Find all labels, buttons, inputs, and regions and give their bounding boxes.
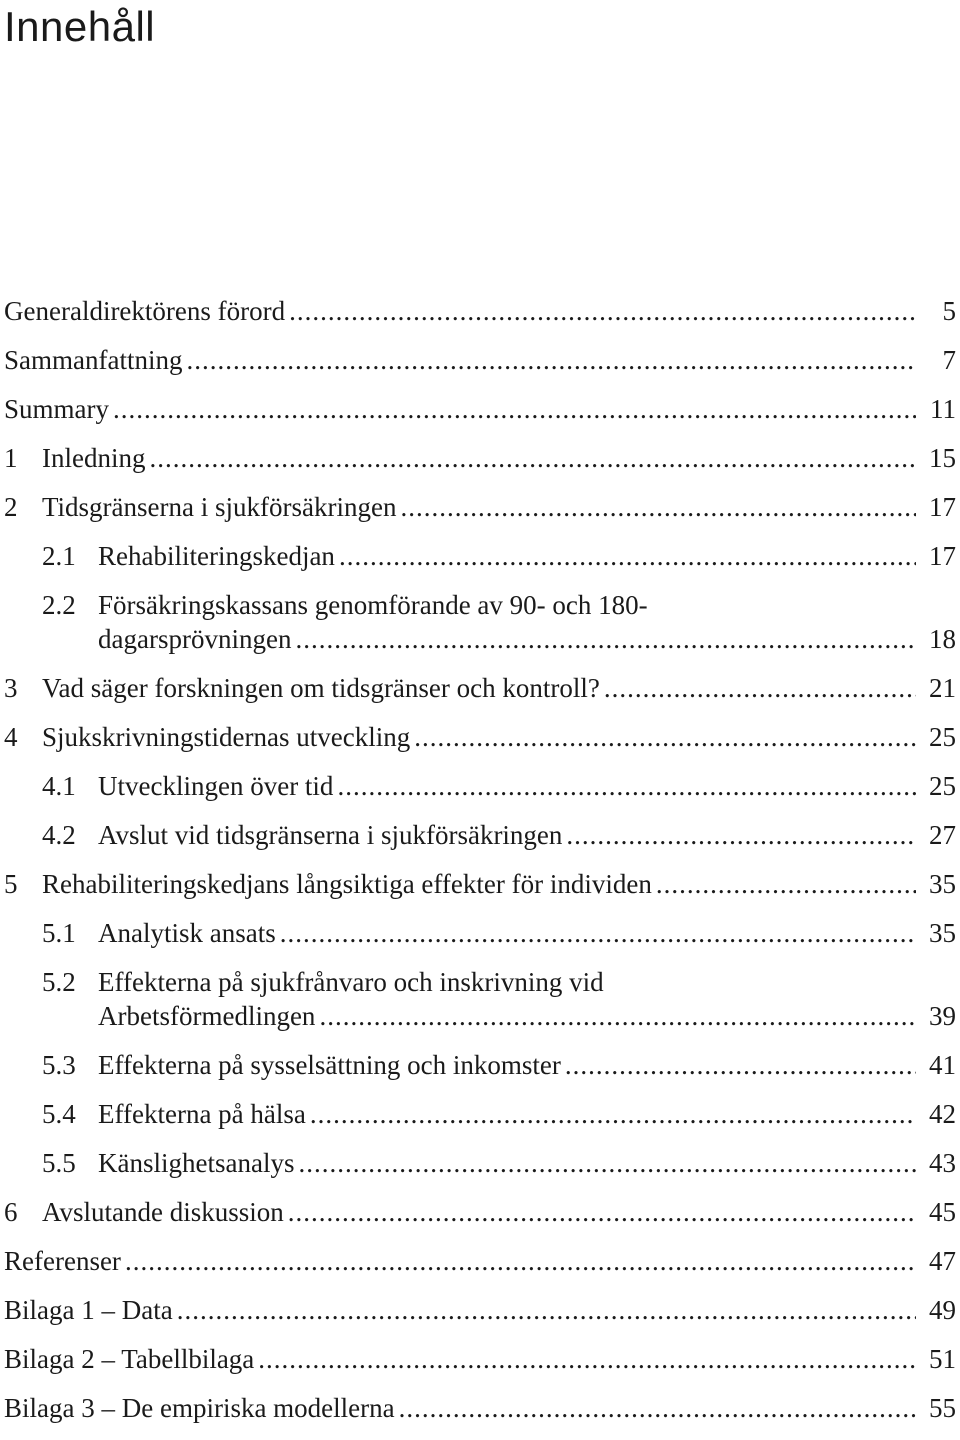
toc-leader-dots <box>656 867 916 901</box>
toc-page-number: 35 <box>929 918 956 948</box>
toc-section-number: 5.3 <box>42 1050 76 1080</box>
toc-entry[interactable] <box>4 343 956 377</box>
toc-entry-text: Vad säger forskningen om tidsgränser och kontroll? <box>42 673 600 703</box>
toc-entry-text-continued: dagarsprövningen <box>98 624 292 654</box>
toc-entry-text: Sjukskrivningstidernas utveckling <box>42 722 411 752</box>
toc-section-number: 5.5 <box>42 1148 76 1178</box>
toc-entry[interactable] <box>4 1097 956 1131</box>
toc-page-number: 5 <box>942 296 956 326</box>
toc-entry-text: Effekterna på hälsa <box>98 1099 306 1129</box>
toc-entry[interactable] <box>4 441 956 475</box>
toc-entry[interactable] <box>4 818 956 852</box>
toc-leader-dots <box>565 1048 916 1082</box>
toc-entry-text: Generaldirektörens förord <box>4 296 286 326</box>
toc-leader-dots <box>400 490 916 524</box>
toc-entry-text: Referenser <box>4 1246 121 1276</box>
toc-section-number: 4.1 <box>42 771 76 801</box>
toc-section-number: 5 <box>4 869 18 899</box>
toc-page-number: 41 <box>929 1050 956 1080</box>
toc-entry-text: Effekterna på sjukfrånvaro och inskrivning vid <box>98 967 604 997</box>
toc-entry[interactable] <box>4 769 956 803</box>
toc-leader-dots <box>289 294 916 328</box>
toc-entry-text-continued: Arbetsförmedlingen <box>98 1001 316 1031</box>
toc-entry-text: Avslut vid tidsgränserna i sjukförsäkringen <box>98 820 563 850</box>
toc-entry-text: Utvecklingen över tid <box>98 771 334 801</box>
toc-entry[interactable] <box>4 1342 956 1376</box>
toc-entry-text: Effekterna på sysselsättning och inkomster <box>98 1050 561 1080</box>
toc-page-number: 7 <box>942 345 956 375</box>
toc-entry[interactable] <box>4 1244 956 1278</box>
toc-section-number: 4.2 <box>42 820 76 850</box>
toc-entry[interactable] <box>4 294 956 328</box>
toc-leader-dots <box>337 769 916 803</box>
toc-section-number: 5.2 <box>42 967 76 997</box>
toc-entry[interactable] <box>4 916 956 950</box>
toc-entry[interactable] <box>4 588 956 656</box>
toc-entry-text: Försäkringskassans genomförande av 90- och 180- <box>98 590 648 620</box>
toc-entry-text: Rehabiliteringskedjans långsiktiga effekter för individen <box>42 869 652 899</box>
toc-leader-dots <box>280 916 916 950</box>
toc-section-number: 2.2 <box>42 590 76 620</box>
toc-page-number: 18 <box>929 624 956 654</box>
toc-page-number: 45 <box>929 1197 956 1227</box>
toc-page-number: 47 <box>929 1246 956 1276</box>
toc-section-number: 4 <box>4 722 18 752</box>
toc-entry-text: Summary <box>4 394 109 424</box>
toc-section-number: 1 <box>4 443 18 473</box>
toc-entry[interactable] <box>4 965 956 1033</box>
toc-leader-dots <box>414 720 916 754</box>
table-of-contents <box>4 294 956 1440</box>
toc-entry-text: Bilaga 2 – Tabellbilaga <box>4 1344 255 1374</box>
toc-entry[interactable] <box>4 1146 956 1180</box>
toc-entry[interactable] <box>4 392 956 426</box>
toc-entry[interactable] <box>4 1195 956 1229</box>
toc-page-number: 15 <box>929 443 956 473</box>
toc-page-number: 51 <box>929 1344 956 1374</box>
toc-leader-dots <box>566 818 916 852</box>
toc-leader-dots <box>149 441 916 475</box>
toc-page-number: 39 <box>929 1001 956 1031</box>
toc-entry[interactable] <box>4 1048 956 1082</box>
toc-entry[interactable] <box>4 1293 956 1327</box>
toc-page-number: 25 <box>929 722 956 752</box>
toc-leader-dots <box>177 1293 916 1327</box>
toc-section-number: 2 <box>4 492 18 522</box>
toc-entry-text: Avslutande diskussion <box>42 1197 284 1227</box>
toc-leader-dots <box>113 392 916 426</box>
toc-leader-dots <box>258 1342 916 1376</box>
toc-page-number: 11 <box>930 394 956 424</box>
toc-section-number: 5.4 <box>42 1099 76 1129</box>
toc-entry-text: Bilaga 3 – De empiriska modellerna <box>4 1393 395 1423</box>
toc-page-number: 27 <box>929 820 956 850</box>
toc-entry-text: Bilaga 1 – Data <box>4 1295 173 1325</box>
toc-leader-dots <box>319 999 916 1033</box>
toc-leader-dots <box>399 1391 916 1425</box>
toc-entry-text: Känslighetsanalys <box>98 1148 295 1178</box>
toc-entry-text: Sammanfattning <box>4 345 183 375</box>
toc-section-number: 6 <box>4 1197 18 1227</box>
toc-section-number: 2.1 <box>42 541 76 571</box>
toc-page-number: 49 <box>929 1295 956 1325</box>
toc-leader-dots <box>295 622 916 656</box>
toc-leader-dots <box>125 1244 916 1278</box>
toc-entry-text: Rehabiliteringskedjan <box>98 541 335 571</box>
toc-page-number: 25 <box>929 771 956 801</box>
toc-page-number: 55 <box>929 1393 956 1423</box>
toc-entry[interactable] <box>4 490 956 524</box>
toc-entry-text: Analytisk ansats <box>98 918 276 948</box>
toc-page-number: 35 <box>929 869 956 899</box>
toc-entry[interactable] <box>4 1391 956 1425</box>
toc-page-number: 21 <box>929 673 956 703</box>
toc-leader-dots <box>339 539 916 573</box>
toc-leader-dots <box>288 1195 916 1229</box>
toc-leader-dots <box>604 671 916 705</box>
toc-entry-text: Inledning <box>42 443 146 473</box>
toc-leader-dots <box>310 1097 916 1131</box>
toc-entry-text: Tidsgränserna i sjukförsäkringen <box>42 492 397 522</box>
toc-section-number: 3 <box>4 673 18 703</box>
toc-page-number: 17 <box>929 492 956 522</box>
toc-page-number: 42 <box>929 1099 956 1129</box>
toc-entry[interactable] <box>4 539 956 573</box>
toc-entry[interactable] <box>4 720 956 754</box>
toc-page-number: 43 <box>929 1148 956 1178</box>
page-title: Innehåll <box>4 3 156 50</box>
toc-leader-dots <box>298 1146 916 1180</box>
toc-page-number: 17 <box>929 541 956 571</box>
toc-leader-dots <box>186 343 916 377</box>
toc-entry[interactable] <box>4 867 956 901</box>
toc-section-number: 5.1 <box>42 918 76 948</box>
toc-entry[interactable] <box>4 671 956 705</box>
